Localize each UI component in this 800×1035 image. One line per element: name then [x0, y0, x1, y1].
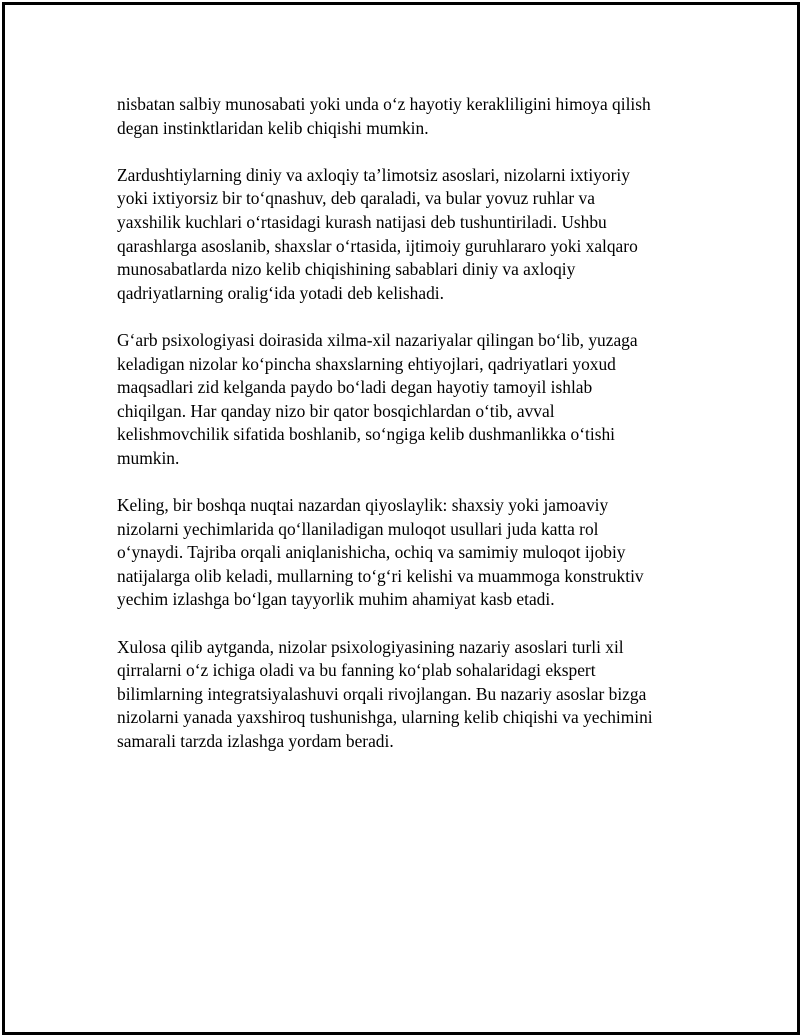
text-line: qirralarni o‘z ichiga oladi va bu fanning ko‘plab sohalaridagi ekspert	[117, 660, 596, 681]
text-line: natijalarga olib keladi, mullarning to‘g‘ri kelishi va muammoga konstruktiv	[117, 565, 644, 586]
text-line: degan instinktlaridan kelib chiqishi mumkin.	[117, 117, 429, 138]
text-line: yaxshilik kuchlari o‘rtasidagi kurash natijasi deb tushuntiriladi. Ushbu	[117, 211, 607, 232]
text-line: o‘ynaydi. Tajriba orqali aniqlanishicha, ochiq va samimiy muloqot ijobiy	[117, 542, 626, 563]
text-line: kelishmovchilik sifatida boshlanib, so‘ngiga kelib dushmanlikka o‘tishi	[117, 424, 615, 445]
text-line: maqsadlari zid kelganda paydo bo‘ladi degan hayotiy tamoyil ishlab	[117, 377, 593, 398]
text-line: Xulosa qilib aytganda, nizolar psixologiyasining nazariy asoslari turli xil	[117, 636, 624, 657]
text-line: bilimlarning integratsiyalashuvi orqali rivojlangan. Bu nazariy asoslar bizga	[117, 683, 647, 704]
document-body	[117, 93, 707, 777]
text-line: qarashlarga asoslanib, shaxslar o‘rtasida, ijtimoiy guruhlararo yoki xalqaro	[117, 235, 638, 256]
text-line: yoki ixtiyorsiz bir to‘qnashuv, deb qaraladi, va bular yovuz ruhlar va	[117, 188, 595, 209]
text-line: qadriyatlarning oralig‘ida yotadi deb kelishadi.	[117, 282, 444, 303]
paragraph-5	[117, 636, 707, 754]
paragraph-4	[117, 494, 707, 612]
paragraph-1	[117, 93, 707, 140]
text-line: yechim izlashga bo‘lgan tayyorlik muhim ahamiyat kasb etadi.	[117, 589, 555, 610]
text-line: Keling, bir boshqa nuqtai nazardan qiyoslaylik: shaxsiy yoki jamoaviy	[117, 495, 609, 516]
paragraph-3	[117, 329, 707, 471]
text-line: Zardushtiylarning diniy va axloqiy ta’limotsiz asoslari, nizolarni ixtiyoriy	[117, 164, 630, 185]
text-line: keladigan nizolar ko‘pincha shaxslarning ehtiyojlari, qadriyatlari yoxud	[117, 353, 616, 374]
text-line: samarali tarzda izlashga yordam beradi.	[117, 731, 394, 752]
text-line: nisbatan salbiy munosabati yoki unda o‘z hayotiy kerakliligini himoya qilish	[117, 94, 651, 114]
text-line: chiqilgan. Har qanday nizo bir qator bosqichlardan o‘tib, avval	[117, 400, 555, 421]
paragraph-2	[117, 164, 707, 306]
text-line: G‘arb psixologiyasi doirasida xilma-xil nazariyalar qilingan bo‘lib, yuzaga	[117, 329, 638, 350]
text-line: nizolarni yanada yaxshiroq tushunishga, ularning kelib chiqishi va yechimini	[117, 707, 653, 728]
text-line: nizolarni yechimlarida qo‘llaniladigan muloqot usullari juda katta rol	[117, 518, 599, 539]
text-line: mumkin.	[117, 447, 180, 468]
text-line: munosabatlarda nizo kelib chiqishining sabablari diniy va axloqiy	[117, 259, 576, 280]
